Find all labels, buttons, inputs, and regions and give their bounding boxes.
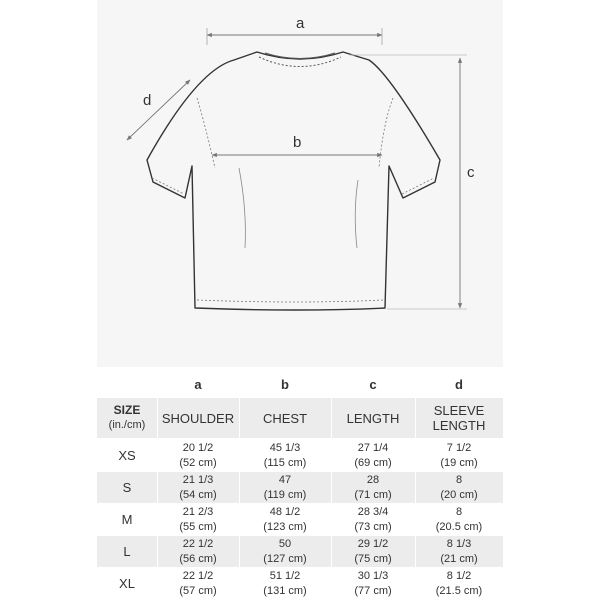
- chest-cell: 50 (127 cm): [263, 537, 307, 565]
- column-header-sleeve-length: SLEEVE LENGTH: [432, 403, 486, 433]
- dimension-a-label: a: [296, 15, 305, 32]
- table-divider: [415, 398, 416, 600]
- chest-cell: 45 1/3 (115 cm): [263, 441, 307, 469]
- dimension-b-label: b: [293, 134, 302, 151]
- column-header-shoulder: SHOULDER: [161, 410, 235, 426]
- dimension-d-label: d: [143, 92, 152, 109]
- table-letter-row: [97, 370, 503, 398]
- shoulder-cell: 22 1/2 (57 cm): [179, 569, 217, 597]
- column-letter-b: b: [281, 376, 289, 392]
- tshirt-diagram: [97, 0, 503, 367]
- table-divider: [157, 398, 158, 600]
- dimension-c-label: c: [467, 164, 475, 181]
- sleeve-length-cell: 8 1/3 (21 cm): [440, 537, 478, 565]
- shoulder-cell: 21 2/3 (55 cm): [179, 505, 217, 533]
- column-letter-a: a: [194, 376, 202, 392]
- size-chart-table: [97, 370, 503, 600]
- size-header: SIZE (in./cm): [108, 403, 146, 431]
- size-cell: S: [122, 480, 132, 495]
- size-cell: L: [123, 544, 131, 559]
- chest-cell: 51 1/2 (131 cm): [263, 569, 307, 597]
- chest-cell: 47 (119 cm): [263, 473, 307, 501]
- column-header-length: LENGTH: [346, 410, 400, 426]
- size-cell: M: [121, 512, 133, 527]
- shoulder-cell: 20 1/2 (52 cm): [179, 441, 217, 469]
- size-cell: XL: [119, 576, 135, 591]
- sleeve-length-cell: 7 1/2 (19 cm): [440, 441, 478, 469]
- column-letter-c: c: [369, 376, 377, 392]
- length-cell: 28 3/4 (73 cm): [354, 505, 392, 533]
- length-cell: 28 (71 cm): [354, 473, 392, 501]
- size-cell: XS: [118, 448, 136, 463]
- sleeve-length-cell: 8 1/2 (21.5 cm): [435, 569, 483, 597]
- table-divider: [331, 398, 332, 600]
- chest-cell: 48 1/2 (123 cm): [263, 505, 307, 533]
- table-divider: [239, 398, 240, 600]
- tshirt-outline-drawing: [97, 0, 503, 367]
- length-cell: 30 1/3 (77 cm): [354, 569, 392, 597]
- length-cell: 27 1/4 (69 cm): [354, 441, 392, 469]
- shoulder-cell: 21 1/3 (54 cm): [179, 473, 217, 501]
- sleeve-length-cell: 8 (20 cm): [440, 473, 478, 501]
- tshirt-body-outline: [147, 52, 440, 310]
- column-header-chest: CHEST: [262, 410, 308, 426]
- sleeve-length-cell: 8 (20.5 cm): [435, 505, 483, 533]
- column-letter-d: d: [455, 376, 463, 392]
- shoulder-cell: 22 1/2 (56 cm): [179, 537, 217, 565]
- length-cell: 29 1/2 (75 cm): [354, 537, 392, 565]
